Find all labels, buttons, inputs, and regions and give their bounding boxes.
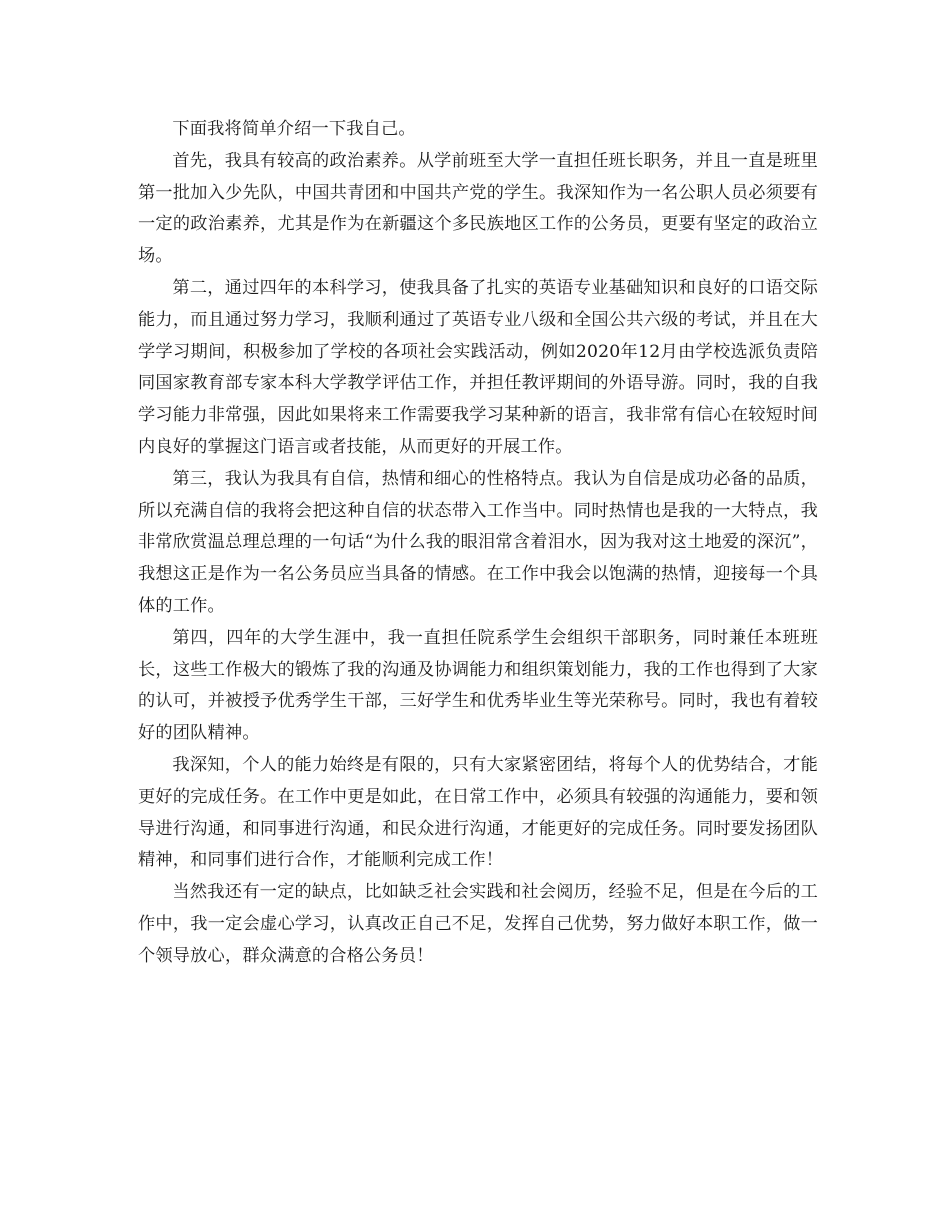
paragraph-political-quality: 首先，我具有较高的政治素养。从学前班至大学一直担任班长职务，并且一直是班里第一批加入少先队，中国共青团和中国共产党的学生。我深知作为一名公职人员必须要有一定的政治素养，尤其是作为在新疆这个多民族地区工作的公务员，更要有坚定的政治立场。: [138, 150, 818, 267]
paragraph-personality: 第三，我认为我具有自信，热情和细心的性格特点。我认为自信是成功必备的品质，所以充满自信的我将会把这种自信的状态带入工作当中。同时热情也是我的一大特点，我非常欣赏温总理总理的一句话“为什么我的眼泪常含着泪水，因为我对这土地爱的深沉”，我想这正是作为一名公务员应当具备的情感。在工作中我会以饱满的热情，迎接每一个具体的工作。: [138, 468, 818, 616]
paragraph-intro: 下面我将简单介绍一下我自己。: [172, 119, 416, 139]
paragraph-teamwork: 我深知，个人的能力始终是有限的，只有大家紧密团结，将每个人的优势结合，才能更好的完成任务。在工作中更是如此，在日常工作中，必须具有较强的沟通能力，要和领导进行沟通，和同事进行沟通，和民众进行沟通，才能更好的完成任务。同时要发扬团队精神，和同事们进行合作，才能顺利完成工作！: [138, 754, 818, 871]
paragraph-leadership: 第四，四年的大学生涯中，我一直担任院系学生会组织干部职务，同时兼任本班班长，这些工作极大的锻炼了我的沟通及协调能力和组织策划能力，我的工作也得到了大家的认可，并被授予优秀学生干部，三好学生和优秀毕业生等光荣称号。同时，我也有着较好的团队精神。: [138, 627, 818, 744]
paragraph-education: 第二，通过四年的本科学习，使我具备了扎实的英语专业基础知识和良好的口语交际能力，而且通过努力学习，我顺利通过了英语专业八级和全国公共六级的考试，并且在大学学习期间，积极参加了学校的各项社会实践活动，例如2020年12月由学校选派负责陪同国家教育部专家本科大学教学评估工作，并担任教评期间的外语导游。同时，我的自我学习能力非常强，因此如果将来工作需要我学习某种新的语言，我非常有信心在较短时间内良好的掌握这门语言或者技能，从而更好的开展工作。: [138, 277, 818, 457]
paragraph-shortcomings: 当然我还有一定的缺点，比如缺乏社会实践和社会阅历，经验不足，但是在今后的工作中，我一定会虚心学习，认真改正自己不足，发挥自己优势，努力做好本职工作，做一个领导放心，群众满意的合格公务员！: [138, 882, 818, 966]
document-body: [138, 114, 818, 973]
